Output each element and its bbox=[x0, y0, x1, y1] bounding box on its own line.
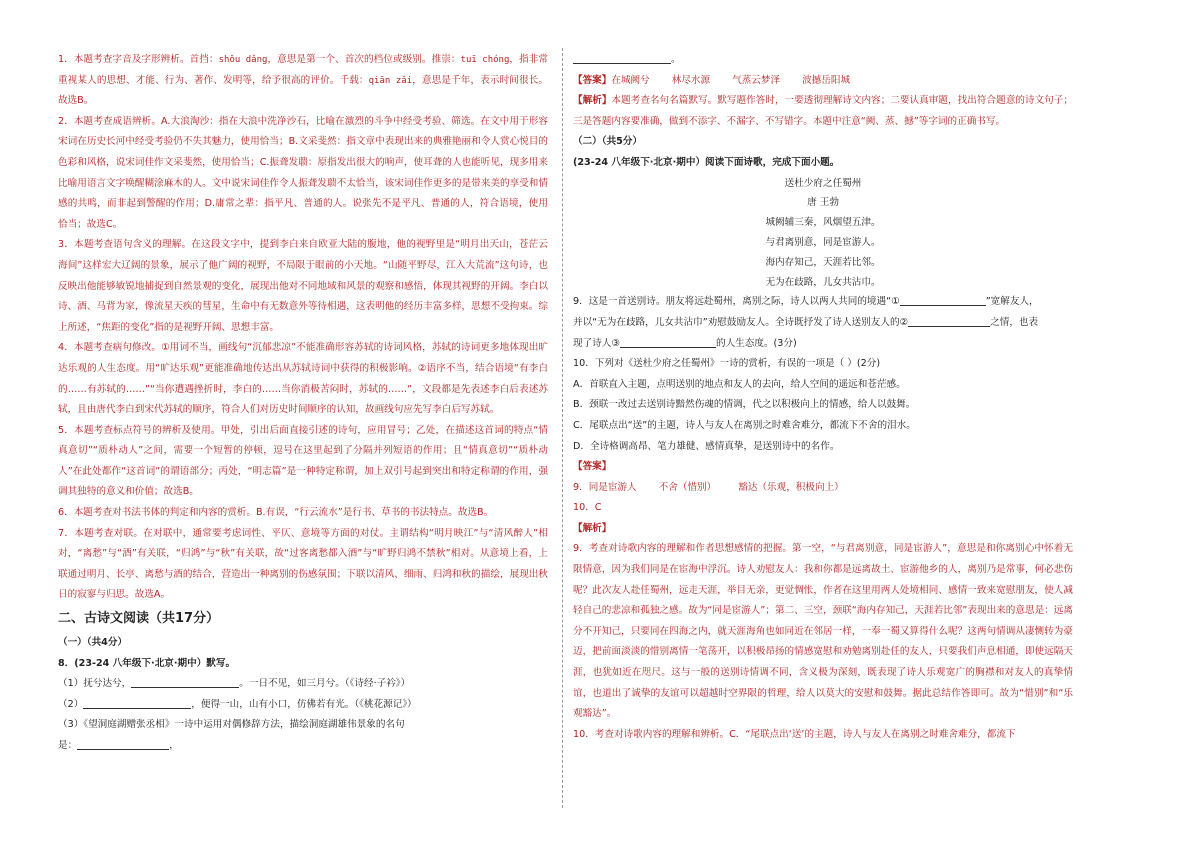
question-10: 10．下列对《送杜少府之任蜀州》一诗的赏析，有误的一项是（ ）(2分) bbox=[573, 358, 881, 370]
blank-continuation: 。 bbox=[573, 50, 1073, 71]
question-8-2: （2） ，便得一山，山有小口，仿佛若有光。（《桃花源记》） bbox=[58, 695, 548, 716]
explanation-q4: 4．本题考查病句修改。①用词不当，画线句“沉郁悲凉”不能准确形容苏轼的诗词风格，苏轼的诗词更多地体现出旷达乐观的人生态度。用“旷达乐观”更能准确地传达出从苏轼诗词中获得的积极影响。②语序不当，结合语境“有李白的……有苏轼的……”“当你遭遇挫折时，李白的……当你消极苦闷时，苏轼的……”，文段都是先表述李白后表述苏轼，且由唐代李白到宋代苏轼的顺序，符合人们对历史时间顺序的认知，故画线句应先写李白后写苏轼。 bbox=[58, 342, 548, 416]
answer-blank[interactable] bbox=[573, 51, 671, 64]
question-8-heading: 8．(23-24 八年级下·北京·期中）默写。 bbox=[58, 657, 236, 669]
question-8-3-answer-line: 是： ， bbox=[58, 736, 548, 757]
analysis-q9: 9．考查对诗歌内容的理解和作者思想感情的把握。第一空，“与君离别意，同是宦游人”，意思是和你离别心中怀着无限情意，因为我们同是在宦海中浮沉。诗人劝慰友人：我和你都是远离故土、宦游他乡的人，离别乃是常事，何必悲伤呢？此次友人赴任蜀州，远走天涯，举目无亲，更觉惆怅，作者在这里用两人处境相同、感情一致来宽慰朋友，使人减轻自己的悲凉和孤独之感。故为“同是宦游人”；第二、三空，颈联“海内存知己，天涯若比邻”表现出来的意思是：远离分不开知己，只要同在四海之内，就天涯海角也如同近在邻居一样，一奉一蜀又算得什么呢？这两句情调从凄恻转为豪迈，把前面淡淡的惜别离情一笔荡开，以积极昂扬的情感宽慰和劝勉离别赴任的友人，只要我们声息相通，即使远隔天涯，也犹如近在咫尺。这与一般的送别诗情调不同，含义极为深刻，既表现了诗人乐观宽广的胸襟和对友人的真挚情谊，也道出了诚挚的友谊可以超越时空界限的哲理，给人以莫大的安慰和鼓舞。据此总结作答即可。故为“惜别”和“乐观豁达”。 bbox=[573, 543, 1073, 720]
answer-q9: 9．同是宦游人 不舍（惜别） 豁达（乐观，积极向上） bbox=[573, 481, 844, 493]
poem-line: 海内存知己，天涯若比邻。 bbox=[765, 256, 881, 268]
explanation-q1: 1．本题考查字音及字形辨析。首挡：shǒu dǎng，意思是第一个、首次的档位或级别。推崇：tuī chóng，指非常重视某人的思想、才能、行为、著作、发明等，给予很高的评价。千载：qiān zǎi，意思是千年，表示时间很长。故选B。 bbox=[58, 54, 549, 107]
answer-blank[interactable] bbox=[908, 314, 990, 327]
poem-title: 送杜少府之任蜀州 bbox=[784, 177, 862, 189]
answer-label: 【答案】 bbox=[573, 461, 612, 473]
explanation-q6: 6．本题考查对书法书体的判定和内容的赏析。B.有误，“行云流水”是行书、草书的书法特点。故选B。 bbox=[58, 507, 494, 519]
left-column bbox=[58, 50, 548, 757]
option-a: A．首联直入主题，点明送别的地点和友人的去向，给人空间的遥远和苍茫感。 bbox=[573, 378, 906, 390]
answer-blank[interactable] bbox=[900, 293, 986, 306]
question-8-3: （3）《望洞庭湖赠张丞相》一诗中运用对偶修辞方法，描绘洞庭湖雄伟景象的名句 bbox=[58, 719, 405, 731]
option-d: D．全诗格调高昂、笔力雄健、感情真挚，是送别诗中的名作。 bbox=[573, 440, 840, 452]
question-9: 9．这是一首送别诗。朋友将远赴蜀州，离别之际，诗人以两人共同的境遇“① ”宽解友人， 并以“无为在歧路，儿女共沾巾”劝慰鼓励友人。全诗既抒发了诗人送别友人的② 之情，也表 现了诗人③ 的人生态度。(3分) bbox=[573, 292, 1073, 354]
analysis-label: 【解析】 bbox=[573, 522, 612, 534]
poem-line: 无为在歧路，儿女共沾巾。 bbox=[765, 276, 881, 288]
poem-line: 与君离别意，同是宦游人。 bbox=[765, 236, 881, 248]
poem-author: 唐 王勃 bbox=[807, 197, 839, 209]
option-b: B．颈联一改过去送别诗黯然伤魂的情调，代之以积极向上的情感，给人以鼓舞。 bbox=[573, 399, 916, 411]
part-one-title: （一）（共4分） bbox=[58, 637, 128, 649]
analysis-q10: 10．考查对诗歌内容的理解和辨析。C．“尾联点出‘送’的主题，诗人与友人在离别之时难舍难分，都流下 bbox=[573, 728, 1016, 740]
explanation-q5: 5．本题考查标点符号的辨析及使用。甲处，引出后面直接引述的诗句，应用冒号；乙处，在描述这首词的特点“情真意切”“质朴动人”之间，需要一个短暂的停顿，逗号在这里起到了分隔并列短语的作用；且“情真意切”“质朴动人”在此处都作“这首词”的谓语部分；丙处，“明志篇”是一种特定称谓，加上双引号起到突出和特定称谓的作用，强调其独特的意义和价值；故选B。 bbox=[58, 424, 549, 498]
question-8-1: （1）抚兮达兮， 。一日不见，如三月兮。（《诗经·子衿》） bbox=[58, 674, 548, 695]
explanation-q2: 2．本题考查成语辨析。A.大浪淘沙：指在大浪中洗净沙石，比喻在激烈的斗争中经受考验、筛选。在文中用于形容宋词在历史长河中经受考验仍不失其魅力，使用恰当；B.文采斐然：指文章中表现出来的典雅艳丽和令人赏心悦目的色彩和风格，说宋词佳作文采斐然，使用恰当；C.振聋发聩：原指发出很大的响声，使耳聋的人也能听见，现多用来比喻用语言文字唤醒糊涂麻木的人。文中说宋词佳作令人振聋发聩不太恰当，该宋词佳作更多的是带来美的享受和情感的共鸣，而非起到警醒的作用；D.庸常之辈：指平凡、普通的人。说张先不是平凡、普通的人，符合语境，使用恰当；故选C。 bbox=[58, 115, 548, 230]
answer-blank[interactable] bbox=[131, 675, 239, 688]
poem-line: 城阙辅三秦，风烟望五津。 bbox=[765, 217, 881, 229]
option-c: C．尾联点出“送”的主题，诗人与友人在离别之时难舍难分，都流下不舍的泪水。 bbox=[573, 419, 916, 431]
answer-q10: 10．C bbox=[573, 502, 602, 514]
answer-q8: 【答案】在城阙兮 林尽水源 气蒸云梦泽 波撼岳阳城 bbox=[573, 74, 851, 86]
explanation-q7: 7．本题考查对联。在对联中，通常要考虑词性、平仄、意境等方面的对仗。主谓结构“明月映江”与“清风醉人”相对，“离愁”与“酒”有关联，“归鸿”与“秋”有关联，故“过客离愁都入酒”与“旷野归鸿不禁秋”相对。从意境上看，上联通过明月、长亭、离愁与酒的结合，营造出一种离别的伤感氛围；下联以清风、细雨、归鸿和秋的描绘，展现出秋日的寂寥与归思。故选A。 bbox=[58, 527, 548, 601]
column-divider bbox=[562, 48, 563, 808]
section-title: 二、古诗文阅读（共17分） bbox=[58, 611, 220, 627]
answer-blank[interactable] bbox=[77, 737, 169, 750]
answer-blank[interactable] bbox=[620, 335, 716, 348]
analysis-q8: 【解析】本题考查名句名篇默写。默写题作答时，一要透彻理解诗文内容；二要认真审题，找出符合题意的诗文句子；三是答题内容要准确，做到不添字、不漏字、不写错字。本题中注意“阙、蒸、撼”等字词的正确书写。 bbox=[573, 95, 1074, 127]
part-two-title: （二）（共5分） bbox=[573, 136, 643, 148]
explanation-q3: 3．本题考查语句含义的理解。在这段文字中，提到李白来自欧亚大陆的腹地，他的视野里是“明月出天山，苍茫云海间”这样宏大辽阔的景象，展示了他广阔的视野，不局限于眼前的小天地。“山随平野尽，江入大荒流”这句诗，也反映出他能够敏锐地捕捉到自然景观的变化，展现出他对不同地域和风景的观察和感悟，体现其视野的开阔。李白以诗、酒、马背为家，像流星天疾的彗星，生命中有无数意外等待相遇，这表明他的经历丰富多样，思想不受拘束。综上所述，“焦距的变化”指的是视野开阔、思想丰富。 bbox=[58, 239, 548, 333]
poem-instructions: (23-24 八年级下·北京·期中）阅读下面诗歌，完成下面小题。 bbox=[573, 156, 840, 168]
right-column bbox=[573, 50, 1073, 745]
answer-blank[interactable] bbox=[83, 696, 191, 709]
poem-block bbox=[573, 174, 1073, 293]
